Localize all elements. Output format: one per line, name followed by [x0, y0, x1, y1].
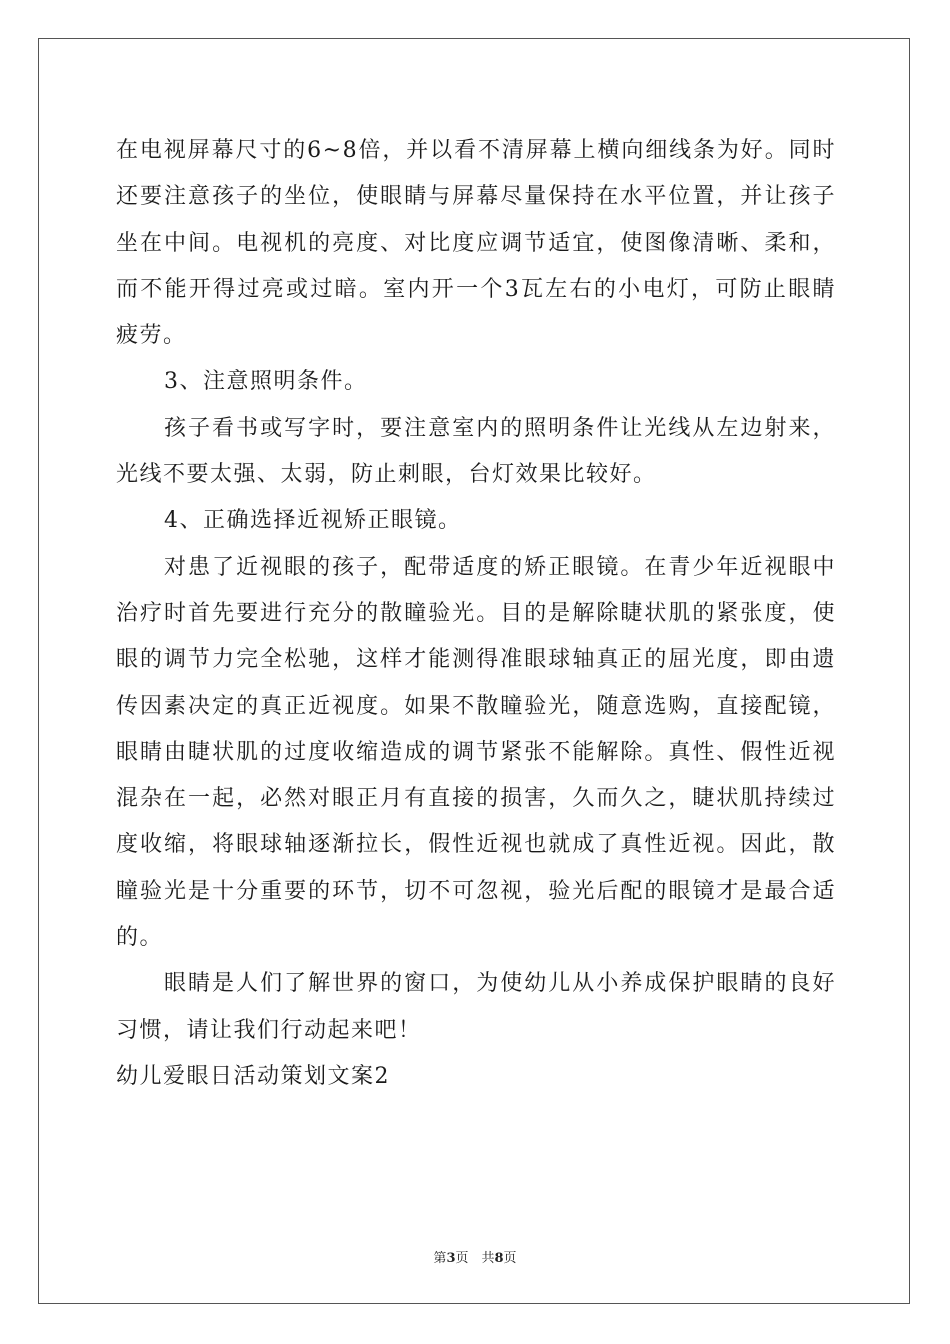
document-body — [116, 128, 836, 1100]
heading-glasses: 4、正确选择近视矫正眼镜。 — [164, 508, 462, 534]
page-suffix: 页 — [503, 1251, 517, 1266]
paragraph-glasses: 对患了近视眼的孩子，配带适度的矫正眼镜。在青少年近视眼中治疗时首先要进行充分的散瞳验光。目的是解除睫状肌的紧张度，使眼的调节力完全松驰，这样才能测得准眼球轴真正的屈光度，即由遗传因素决定的真正近视度。如果不散瞳验光，随意选购，直接配镜，眼睛由睫状肌的过度收缩造成的调节紧张不能解除。真性、假性近视混杂在一起，必然对眼正月有直接的损害，久而久之，睫状肌持续过度收缩，将眼球轴逐渐拉长，假性近视也就成了真性近视。因此，散瞳验光是十分重要的环节，切不可忽视，验光后配的眼镜才是最合适的。 — [116, 554, 836, 951]
section-title: 幼儿爱眼日活动策划文案2 — [116, 1063, 390, 1089]
page-mid: 页 共 — [455, 1251, 495, 1266]
paragraph-tv-distance: 在电视屏幕尺寸的6~8倍，并以看不清屏幕上横向细线条为好。同时还要注意孩子的坐位，使眼睛与屏幕尽量保持在水平位置，并让孩子坐在中间。电视机的亮度、对比度应调节适宜，使图像清晰、柔和，而不能开得过亮或过暗。室内开一个3瓦左右的小电灯，可防止眼睛疲劳。 — [116, 138, 836, 349]
page-current: 3 — [446, 1251, 456, 1266]
page-total: 8 — [494, 1251, 504, 1266]
page-prefix: 第 — [433, 1251, 447, 1266]
paragraph-closing: 眼睛是人们了解世界的窗口，为使幼儿从小养成保护眼睛的良好习惯，请让我们行动起来吧！ — [116, 971, 836, 1043]
paragraph-lighting: 孩子看书或写字时，要注意室内的照明条件让光线从左边射来，光线不要太强、太弱，防止刺眼，台灯效果比较好。 — [116, 415, 836, 488]
page-footer — [0, 1247, 950, 1266]
heading-lighting: 3、注意照明条件。 — [164, 369, 368, 395]
